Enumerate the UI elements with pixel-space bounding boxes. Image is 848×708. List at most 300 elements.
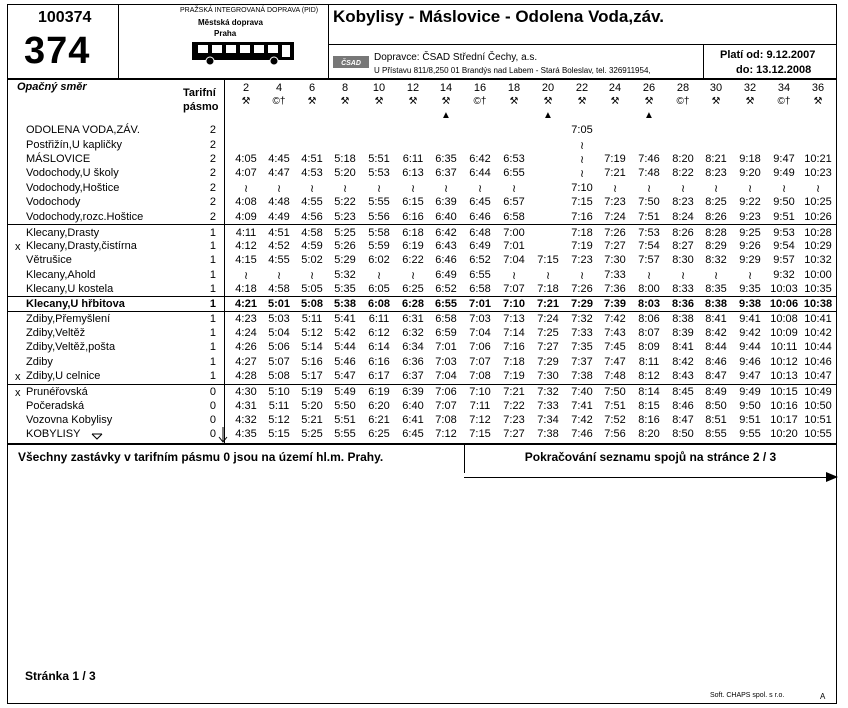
departure-time: 5:12 (301, 327, 323, 339)
departure-time: 7:04 (469, 327, 491, 339)
departure-time: 5:47 (334, 370, 356, 382)
departure-time: 7:42 (604, 313, 626, 325)
departure-time: 7:24 (604, 211, 626, 223)
departure-time: 10:35 (804, 283, 832, 295)
departure-time: 8:09 (638, 341, 660, 353)
departure-time: 6:43 (435, 240, 457, 252)
departure-time: ≀ (376, 183, 382, 195)
departure-time: 9:44 (739, 341, 761, 353)
departure-time: 8:11 (638, 356, 660, 368)
departure-time: 8:51 (705, 414, 727, 426)
departure-time: ≀ (612, 183, 618, 195)
trip-symbol: ⚒ (340, 96, 350, 107)
trip-symbol: ⚒ (745, 96, 755, 107)
departure-time: 6:28 (401, 298, 425, 310)
departure-time: 5:08 (268, 370, 290, 382)
departure-time: 6:20 (368, 400, 390, 412)
trip-symbol: ⚒ (441, 96, 451, 107)
departure-time: 4:47 (268, 167, 290, 179)
departure-time: 9:49 (739, 386, 761, 398)
departure-time: 7:04 (503, 254, 525, 266)
departure-time: ≀ (243, 183, 249, 195)
zone-header-1: Tarifní (183, 87, 216, 99)
trip-symbol: ©† (272, 96, 286, 107)
departure-time: 4:48 (268, 196, 290, 208)
departure-time: 5:01 (267, 298, 291, 310)
pid-city: Praha (214, 29, 237, 38)
trip-symbol: ⚒ (644, 96, 654, 107)
departure-time: 5:15 (268, 428, 290, 440)
departure-time: 4:51 (268, 227, 290, 239)
departure-time: 7:34 (537, 414, 559, 426)
departure-time: 5:17 (301, 370, 323, 382)
stop-zone: 2 (209, 153, 216, 165)
trip-symbol: ©† (676, 96, 690, 107)
departure-time: 7:21 (604, 167, 626, 179)
departure-time: 9:55 (739, 428, 761, 440)
departure-time: 9:50 (773, 196, 795, 208)
departure-time: ≀ (276, 183, 282, 195)
stop-zone: 1 (209, 370, 216, 382)
stop-zone: 2 (209, 196, 216, 208)
departure-time: ≀ (309, 270, 315, 282)
departure-time: 7:29 (570, 298, 594, 310)
departure-time: 5:59 (368, 240, 390, 252)
departure-time: ≀ (680, 270, 686, 282)
direction-label: Opačný směr (17, 81, 87, 93)
trip-symbol: ⚒ (374, 96, 384, 107)
departure-time: 8:21 (705, 153, 727, 165)
valid-to: do: 13.12.2008 (736, 64, 812, 76)
departure-time: ≀ (342, 183, 348, 195)
departure-time: 6:44 (469, 167, 491, 179)
departure-time: 5:11 (268, 400, 290, 412)
departure-time: 7:05 (571, 124, 593, 136)
departure-time: 9:47 (739, 370, 761, 382)
departure-time: 6:49 (435, 269, 457, 281)
departure-time: 7:10 (469, 386, 491, 398)
departure-time: 4:05 (235, 153, 257, 165)
departure-time: 8:30 (672, 254, 694, 266)
departure-time: 10:50 (804, 400, 832, 412)
stop-name: Zdiby (26, 356, 53, 368)
departure-time: 4:12 (235, 240, 257, 252)
departure-time: 9:51 (773, 211, 795, 223)
stop-name: Zdiby,Veltěž (26, 327, 86, 339)
stop-name: MÁSLOVICE (26, 153, 91, 165)
departure-time: 7:53 (638, 227, 660, 239)
departure-time: 6:16 (368, 356, 390, 368)
departure-time: ≀ (579, 154, 585, 166)
departure-time: 6:15 (402, 196, 424, 208)
departure-time: 8:46 (672, 400, 694, 412)
departure-time: 4:08 (235, 196, 257, 208)
trip-number: 30 (709, 82, 723, 94)
trip-number: 18 (507, 82, 521, 94)
stop-name: Vozovna Kobylisy (26, 414, 113, 426)
departure-time: 5:18 (334, 153, 356, 165)
departure-time: ≀ (410, 183, 416, 195)
departure-time: 9:35 (739, 283, 761, 295)
departure-time: 5:20 (334, 167, 356, 179)
trip-symbol: ⚒ (543, 96, 553, 107)
departure-time: 5:32 (334, 269, 356, 281)
departure-time: 10:03 (770, 283, 798, 295)
departure-time: 7:33 (571, 327, 593, 339)
departure-time: 7:23 (503, 414, 525, 426)
trip-symbol: ⚒ (577, 96, 587, 107)
departure-time: ≀ (646, 183, 652, 195)
trip-number: 12 (406, 82, 420, 94)
departure-time: ≀ (243, 270, 249, 282)
departure-time: 7:48 (604, 370, 626, 382)
trip-number: 10 (372, 82, 386, 94)
divider (328, 4, 329, 78)
stop-name: ODOLENA VODA,ZÁV. (26, 124, 140, 136)
timetable-frame (7, 4, 837, 704)
departure-time: 5:14 (301, 341, 323, 353)
departure-time: ≀ (579, 168, 585, 180)
departure-time: 6:53 (503, 153, 525, 165)
departure-time: 7:38 (537, 428, 559, 440)
departure-time: 7:43 (604, 327, 626, 339)
departure-time: 8:55 (705, 428, 727, 440)
departure-time: 8:12 (638, 370, 660, 382)
departure-time: 7:19 (503, 370, 525, 382)
departure-time: 9:42 (739, 327, 761, 339)
stop-name: Klecany,Ahold (26, 269, 96, 281)
departure-time: 7:27 (537, 341, 559, 353)
stop-flag: x (15, 241, 21, 253)
departure-time: 7:15 (571, 196, 593, 208)
operator-name: Dopravce: ČSAD Střední Čechy, a.s. (374, 52, 538, 63)
departure-time: 4:49 (268, 211, 290, 223)
trip-number: 2 (242, 82, 250, 94)
trip-number: 36 (811, 82, 825, 94)
departure-time: 7:18 (571, 227, 593, 239)
stop-name: Klecany,Drasty (26, 227, 100, 239)
departure-time: 8:28 (705, 227, 727, 239)
departure-time: 5:56 (368, 211, 390, 223)
departure-time: 6:11 (402, 153, 424, 165)
departure-time: 8:38 (704, 298, 728, 310)
pid-label: PRAŽSKÁ INTEGROVANÁ DOPRAVA (PID) (180, 7, 319, 14)
stop-zone: 0 (209, 414, 216, 426)
trip-number: 28 (676, 82, 690, 94)
departure-time: ≀ (579, 270, 585, 282)
departure-time: 6:45 (469, 196, 491, 208)
departure-time: 10:00 (804, 269, 832, 281)
stop-name: Klecany,U hřbitova (26, 298, 125, 310)
departure-time: 7:18 (537, 283, 559, 295)
trip-number: 20 (541, 82, 555, 94)
departure-time: 9:57 (773, 254, 795, 266)
departure-time: 6:58 (469, 283, 491, 295)
trip-symbol: ⚒ (241, 96, 251, 107)
departure-time: 4:11 (235, 227, 257, 239)
departure-time: 4:45 (268, 153, 290, 165)
departure-time: 6:19 (368, 386, 390, 398)
trip-number: 16 (473, 82, 487, 94)
departure-time: 7:32 (571, 313, 593, 325)
departure-time: 8:38 (672, 313, 694, 325)
departure-time: 8:35 (705, 283, 727, 295)
departure-time: 10:42 (804, 327, 832, 339)
departure-time: 5:19 (301, 386, 323, 398)
departure-time: 8:41 (705, 313, 727, 325)
departure-time: 9:46 (739, 356, 761, 368)
departure-time: 10:13 (770, 370, 798, 382)
departure-time: ≀ (545, 270, 551, 282)
software-credit: Soft. CHAPS spol. s r.o. (710, 692, 785, 699)
stop-zone: 2 (209, 167, 216, 179)
departure-time: 8:00 (638, 283, 660, 295)
departure-time: 7:19 (571, 240, 593, 252)
departure-time: 4:52 (268, 240, 290, 252)
operator-logo (333, 53, 369, 71)
departure-time: 7:08 (435, 414, 457, 426)
departure-time: 5:55 (334, 428, 356, 440)
departure-time: 7:21 (503, 386, 525, 398)
departure-time: 8:20 (638, 428, 660, 440)
departure-time: 5:23 (334, 211, 356, 223)
departure-time: 8:50 (705, 400, 727, 412)
trip-number: 8 (341, 82, 349, 94)
line-number: 374 (24, 30, 91, 72)
departure-time: 10:29 (804, 240, 832, 252)
operator-address: U Přístavu 811/8,250 01 Brandýs nad Labem - Stará Boleslav, tel. 326911954, (374, 66, 651, 75)
departure-time: 6:37 (435, 167, 457, 179)
departure-time: 7:18 (503, 356, 525, 368)
software-mark: A (820, 692, 826, 701)
stop-name: Vodochody,U školy (26, 167, 119, 179)
departure-time: 7:06 (435, 386, 457, 398)
departure-time: 7:01 (468, 298, 492, 310)
departure-time: 7:19 (604, 153, 626, 165)
divider (328, 44, 837, 45)
departure-time: 8:20 (672, 153, 694, 165)
stop-zone: 1 (209, 327, 216, 339)
departure-time: 7:46 (638, 153, 660, 165)
departure-time: 4:07 (235, 167, 257, 179)
stop-name: Zdiby,U celnice (26, 370, 101, 382)
departure-time: 7:03 (469, 313, 491, 325)
departure-time: 7:47 (604, 356, 626, 368)
departure-time: 7:15 (537, 254, 559, 266)
departure-time: 7:54 (638, 240, 660, 252)
departure-time: 8:16 (638, 414, 660, 426)
departure-time: 10:41 (804, 313, 832, 325)
departure-time: 10:09 (770, 327, 798, 339)
departure-time: 8:42 (705, 327, 727, 339)
departure-time: 4:56 (301, 211, 323, 223)
departure-time: 6:18 (402, 227, 424, 239)
stop-zone: 1 (209, 298, 216, 310)
trip-symbol: ⚒ (813, 96, 823, 107)
divider (224, 78, 225, 443)
departure-time: 7:08 (469, 370, 491, 382)
departure-time: 8:07 (638, 327, 660, 339)
departure-time: 7:24 (537, 313, 559, 325)
departure-time: 6:46 (435, 254, 457, 266)
departure-time: 7:21 (536, 298, 560, 310)
stop-name: Zdiby,Přemyšlení (26, 313, 111, 325)
departure-time: 9:49 (773, 167, 795, 179)
departure-time: 7:12 (435, 428, 457, 440)
departure-time: 4:28 (235, 370, 257, 382)
trip-number: 4 (275, 82, 283, 94)
departure-time: 6:16 (402, 211, 424, 223)
departure-time: 10:38 (803, 298, 833, 310)
departure-time: 4:55 (301, 196, 323, 208)
departure-time: 7:41 (571, 400, 593, 412)
departure-time: 7:16 (571, 211, 593, 223)
highlight-separator-bottom (7, 311, 837, 312)
departure-time: ≀ (713, 270, 719, 282)
departure-time: 10:47 (804, 370, 832, 382)
departure-time: 4:09 (235, 211, 257, 223)
departure-time: 5:41 (334, 313, 356, 325)
departure-time: 4:30 (235, 386, 257, 398)
departure-time: 10:21 (804, 153, 832, 165)
departure-time: 5:03 (268, 313, 290, 325)
departure-time: 6:17 (368, 370, 390, 382)
departure-time: 6:55 (503, 167, 525, 179)
departure-time: 6:31 (402, 313, 424, 325)
departure-time: 7:33 (604, 269, 626, 281)
departure-time: 5:05 (301, 283, 323, 295)
continue-arrow-icon (826, 471, 838, 483)
departure-time: 9:51 (739, 414, 761, 426)
departure-time: 4:59 (301, 240, 323, 252)
departure-time: 10:49 (804, 386, 832, 398)
departure-time: 4:53 (301, 167, 323, 179)
departure-time: 9:53 (773, 227, 795, 239)
trip-symbol: ⚒ (711, 96, 721, 107)
departure-time: 7:46 (571, 428, 593, 440)
departure-time: 10:55 (804, 428, 832, 440)
departure-time: 6:11 (368, 313, 390, 325)
departure-time: 7:38 (571, 370, 593, 382)
departure-time: 4:32 (235, 414, 257, 426)
stop-zone: 1 (209, 283, 216, 295)
departure-time: 10:06 (769, 298, 799, 310)
departure-time: 5:02 (301, 254, 323, 266)
departure-time: 6:40 (402, 400, 424, 412)
departure-time: 7:45 (604, 341, 626, 353)
departure-time: 4:15 (235, 254, 257, 266)
departure-time: 5:04 (268, 327, 290, 339)
stop-zone: 1 (209, 254, 216, 266)
departure-time: 8:06 (638, 313, 660, 325)
stop-zone: 0 (209, 386, 216, 398)
stop-name: Prunéřovská (26, 386, 88, 398)
departure-time: 7:37 (571, 356, 593, 368)
departure-time: 7:15 (469, 428, 491, 440)
departure-time: 8:15 (638, 400, 660, 412)
terminal-arrow-icon (217, 427, 229, 443)
departure-time: 6:42 (469, 153, 491, 165)
departure-time: 6:46 (469, 211, 491, 223)
departure-time: 9:22 (739, 196, 761, 208)
zone-separator (7, 224, 837, 225)
departure-time: 5:25 (301, 428, 323, 440)
departure-time: 6:02 (368, 254, 390, 266)
departure-time: 5:49 (334, 386, 356, 398)
departure-time: 7:22 (503, 400, 525, 412)
departure-time: 7:27 (503, 428, 525, 440)
departure-time: 6:42 (435, 227, 457, 239)
departure-time: ≀ (309, 183, 315, 195)
departure-time: 10:20 (770, 428, 798, 440)
departure-time: 8:50 (672, 428, 694, 440)
departure-time: ≀ (443, 183, 449, 195)
departure-time: 5:44 (334, 341, 356, 353)
continuation-arrow-line (464, 477, 830, 478)
stop-name: Vodochody,rozc.Hoštice (26, 211, 144, 223)
departure-time: 9:25 (739, 227, 761, 239)
departure-time: 5:35 (334, 283, 356, 295)
departure-time: 7:35 (571, 341, 593, 353)
departure-time: 7:01 (435, 341, 457, 353)
departure-time: 7:52 (604, 414, 626, 426)
divider (118, 4, 119, 78)
departure-time: 8:44 (705, 341, 727, 353)
departure-time: 5:10 (268, 386, 290, 398)
stop-zone: 1 (209, 227, 216, 239)
departure-time: 5:58 (368, 227, 390, 239)
trip-number: 14 (439, 82, 453, 94)
departure-time: 8:36 (671, 298, 695, 310)
departure-time: 8:26 (672, 227, 694, 239)
departure-time: 8:33 (672, 283, 694, 295)
stop-name: KOBYLISY (26, 428, 81, 440)
trip-number: 22 (575, 82, 589, 94)
trip-mark: ▲ (543, 110, 553, 121)
departure-time: 7:12 (469, 414, 491, 426)
zone-separator (7, 384, 837, 385)
trip-number: 34 (777, 82, 791, 94)
departure-time: 7:07 (503, 283, 525, 295)
departure-time: 7:56 (604, 428, 626, 440)
departure-time: 7:26 (604, 227, 626, 239)
departure-time: 7:00 (503, 227, 525, 239)
departure-time: ≀ (410, 270, 416, 282)
departure-time: 9:20 (739, 167, 761, 179)
stop-name: Vodochody (26, 196, 81, 208)
page-indicator: Stránka 1 / 3 (25, 669, 96, 683)
departure-time: 5:07 (268, 356, 290, 368)
departure-time: 8:32 (705, 254, 727, 266)
departure-time: 7:07 (469, 356, 491, 368)
departure-time: 10:15 (770, 386, 798, 398)
trip-number: 6 (308, 82, 316, 94)
departure-time: ≀ (747, 183, 753, 195)
departure-time: ≀ (511, 270, 517, 282)
departure-time: 9:50 (739, 400, 761, 412)
departure-time: 8:03 (637, 298, 661, 310)
metro-icon (91, 433, 103, 441)
departure-time: ≀ (477, 183, 483, 195)
departure-time: 10:26 (804, 211, 832, 223)
departure-time: ≀ (815, 183, 821, 195)
departure-time: 4:35 (235, 428, 257, 440)
divider (703, 44, 704, 78)
stop-name: Větrušice (26, 254, 72, 266)
stop-zone: 1 (209, 356, 216, 368)
departure-time: 5:29 (334, 254, 356, 266)
departure-time: 6:52 (469, 254, 491, 266)
